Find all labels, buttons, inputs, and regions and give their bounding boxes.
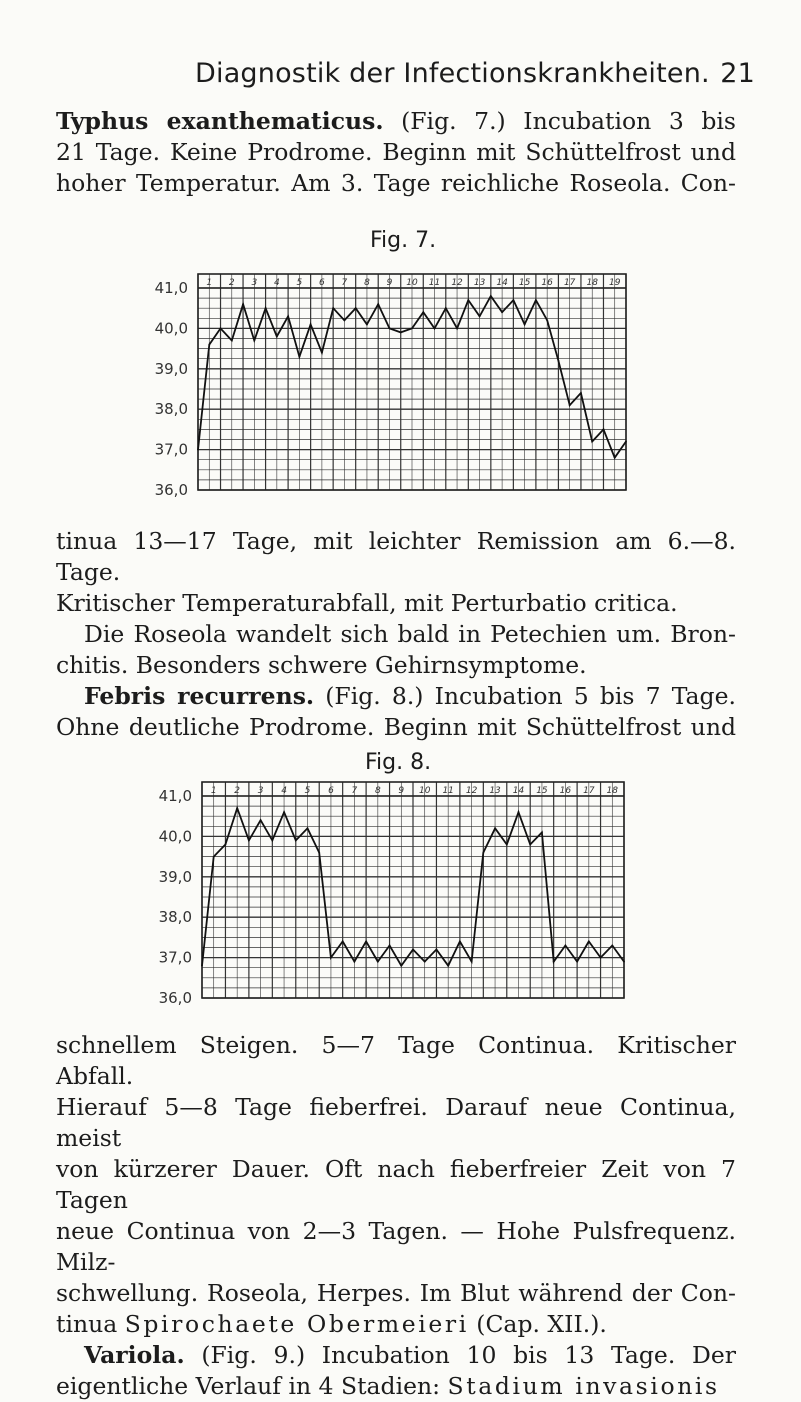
temperature-point	[298, 356, 300, 358]
temperature-point	[225, 844, 227, 846]
temperature-point	[295, 840, 297, 842]
y-tick-label: 36,0	[158, 989, 192, 1007]
temperature-point	[400, 965, 402, 967]
temperature-point	[242, 303, 244, 305]
x-tick-label: 15	[536, 786, 548, 796]
heading-typhus: Typhus exanthematicus.	[56, 107, 384, 135]
text-segment: (Fig. 7.) Incubation 3 bis	[383, 107, 736, 135]
temperature-point	[208, 344, 210, 346]
temperature-point	[541, 831, 543, 833]
text-line: schnellem Steigen. 5—7 Tage Continua. Kritischer Abfall.	[56, 1031, 736, 1090]
temperature-point	[490, 295, 492, 297]
temperature-point	[342, 941, 344, 943]
x-tick-label: 18	[586, 278, 598, 288]
x-tick-label: 3	[257, 786, 264, 796]
temperature-point	[524, 323, 526, 325]
paragraph-continuation	[56, 1030, 736, 1402]
temperature-point	[447, 965, 449, 967]
temperature-point	[307, 827, 309, 829]
text-line	[56, 1309, 736, 1340]
temperature-point	[344, 319, 346, 321]
heading-recurrens: Febris recurrens.	[84, 682, 315, 710]
x-tick-label: 16	[559, 786, 572, 796]
temperature-point	[213, 856, 215, 858]
paragraph-typhus	[56, 106, 736, 199]
x-tick-label: 5	[304, 786, 311, 796]
spaced-term: Spirochaete Obermeieri	[124, 1310, 469, 1338]
x-tick-label: 12	[465, 786, 478, 796]
x-tick-label: 14	[512, 786, 525, 796]
temperature-point	[600, 957, 602, 959]
temperature-point	[330, 957, 332, 959]
y-tick-label: 40,0	[158, 827, 192, 846]
x-tick-label: 15	[518, 278, 531, 288]
temperature-point	[400, 332, 402, 334]
text-line	[56, 106, 736, 137]
text-line: schwellung. Roseola, Herpes. Im Blut während der Con-	[56, 1279, 736, 1307]
y-tick-label: 38,0	[154, 400, 188, 419]
text-segment: (Fig. 8.) Incubation 5 bis 7 Tage.	[314, 682, 736, 710]
temperature-point	[220, 328, 222, 330]
temperature-point	[611, 945, 613, 947]
temperature-point	[529, 844, 531, 846]
temperature-point	[494, 827, 496, 829]
x-tick-label: 13	[473, 278, 486, 288]
text-line	[56, 681, 736, 712]
x-tick-label: 9	[386, 278, 393, 288]
temperature-point	[558, 360, 560, 362]
y-tick-label: 39,0	[154, 359, 188, 378]
temperature-point	[588, 941, 590, 943]
temperature-point	[422, 311, 424, 313]
running-title: Diagnostik der Infectionskrankheiten.	[195, 58, 710, 89]
temperature-point	[479, 315, 481, 317]
x-tick-label: 12	[451, 278, 463, 288]
y-tick-label: 36,0	[154, 481, 188, 499]
temperature-point	[355, 307, 357, 309]
text-line	[56, 1340, 736, 1371]
x-tick-label: 7	[351, 786, 358, 796]
temperature-point	[287, 315, 289, 317]
x-tick-label: 2	[228, 278, 235, 288]
temperature-point	[231, 340, 233, 342]
x-tick-label: 1	[210, 786, 217, 796]
temperature-point	[201, 965, 203, 967]
temperature-point	[569, 404, 571, 406]
temperature-point	[236, 807, 238, 809]
x-tick-label: 18	[606, 786, 619, 796]
y-tick-label: 41,0	[154, 279, 188, 297]
temperature-point	[518, 811, 520, 813]
x-tick-label: 17	[583, 786, 595, 796]
text-line: Kritischer Temperaturabfall, mit Perturbatio critica.	[56, 589, 678, 617]
temperature-point	[482, 852, 484, 854]
temperature-point	[591, 441, 593, 443]
running-header	[195, 58, 755, 89]
figure-7-chart	[120, 270, 640, 502]
temperature-point	[614, 457, 616, 459]
figure-7-label: Fig. 7.	[370, 228, 437, 253]
temperature-point	[253, 340, 255, 342]
y-tick-label: 37,0	[154, 440, 188, 459]
x-tick-label: 9	[398, 786, 405, 796]
temperature-point	[411, 328, 413, 330]
text-line: hoher Temperatur. Am 3. Tage reichliche Roseola. Con-	[56, 169, 736, 197]
x-tick-label: 11	[428, 278, 441, 288]
temperature-point	[625, 441, 627, 443]
temperature-point	[377, 303, 379, 305]
temperature-point	[459, 941, 461, 943]
y-tick-label: 38,0	[158, 908, 192, 927]
temperature-point	[197, 449, 199, 451]
x-tick-label: 14	[496, 278, 508, 288]
temperature-point	[276, 336, 278, 338]
figure-8-label: Fig. 8.	[365, 750, 432, 775]
text-segment: (Fig. 9.) Incubation 10 bis 13 Tage. Der	[184, 1341, 736, 1369]
temperature-point	[623, 961, 625, 963]
temperature-point	[271, 840, 273, 842]
x-tick-label: 19	[609, 278, 621, 288]
heading-variola: Variola.	[84, 1341, 185, 1369]
text-line	[56, 1371, 736, 1402]
temperature-point	[248, 840, 250, 842]
x-tick-label: 11	[442, 786, 454, 796]
temperature-point	[506, 844, 508, 846]
temperature-point	[365, 941, 367, 943]
text-line: tinua 13—17 Tage, mit leichter Remission am 6.—8. Tage.	[56, 527, 736, 586]
temperature-point	[366, 323, 368, 325]
chart-grid	[198, 274, 626, 490]
temperature-point	[467, 299, 469, 301]
text-segment: tinua	[56, 1310, 125, 1338]
text-line: Die Roseola wandelt sich bald in Petechien um. Bron-	[84, 620, 736, 648]
temperature-point	[580, 392, 582, 394]
temperature-point	[434, 328, 436, 330]
x-tick-label: 1	[206, 278, 213, 288]
temperature-point	[389, 328, 391, 330]
x-tick-label: 4	[281, 786, 287, 796]
x-tick-label: 10	[406, 278, 418, 288]
x-tick-label: 10	[418, 786, 431, 796]
temperature-point	[471, 961, 473, 963]
text-line: 21 Tage. Keine Prodrome. Beginn mit Schüttelfrost und	[56, 138, 736, 166]
x-tick-label: 16	[541, 278, 553, 288]
x-tick-label: 7	[341, 278, 348, 288]
x-tick-label: 8	[374, 786, 381, 796]
figure-8-chart	[140, 780, 640, 1010]
temperature-point	[456, 328, 458, 330]
x-tick-label: 8	[364, 278, 370, 288]
text-segment: eigentliche Verlauf in 4 Stadien:	[56, 1372, 448, 1400]
x-tick-label: 2	[234, 786, 241, 796]
x-tick-label: 13	[489, 786, 501, 796]
x-tick-label: 3	[251, 278, 258, 288]
temperature-point	[353, 961, 355, 963]
temperature-point	[576, 961, 578, 963]
text-line: chitis. Besonders schwere Gehirnsymptome.	[56, 651, 587, 679]
temperature-point	[445, 307, 447, 309]
temperature-point	[603, 429, 605, 431]
x-tick-label: 4	[273, 278, 280, 288]
text-segment: (Cap. XII.).	[468, 1310, 607, 1338]
page-number: 21	[720, 58, 755, 89]
spaced-term: Stadium invasionis	[447, 1372, 720, 1400]
temperature-point	[512, 299, 514, 301]
temperature-point	[332, 307, 334, 309]
temperature-point	[412, 949, 414, 951]
text-line: Hierauf 5—8 Tage fieberfrei. Darauf neue Continua, meist	[56, 1093, 736, 1152]
temperature-point	[424, 961, 426, 963]
x-tick-label: 17	[563, 278, 576, 288]
temperature-point	[546, 319, 548, 321]
temperature-point	[377, 961, 379, 963]
text-line: von kürzerer Dauer. Oft nach fieberfreier Zeit von 7 Tagen	[56, 1155, 736, 1214]
y-tick-label: 41,0	[158, 787, 192, 805]
temperature-point	[321, 352, 323, 354]
temperature-point	[260, 819, 262, 821]
temperature-point	[553, 961, 555, 963]
x-tick-label: 6	[328, 786, 334, 796]
temperature-point	[436, 949, 438, 951]
x-tick-label: 5	[296, 278, 303, 288]
y-tick-label: 39,0	[158, 867, 192, 886]
y-tick-label: 40,0	[154, 319, 188, 338]
temperature-point	[283, 811, 285, 813]
paragraph-recurrens	[56, 526, 736, 743]
temperature-point	[501, 311, 503, 313]
temperature-point	[265, 307, 267, 309]
x-tick-label: 6	[319, 278, 325, 288]
chart-grid	[202, 782, 624, 998]
y-tick-label: 37,0	[158, 948, 192, 967]
temperature-point	[310, 323, 312, 325]
temperature-point	[389, 945, 391, 947]
temperature-point	[564, 945, 566, 947]
temperature-point	[535, 299, 537, 301]
text-line: neue Continua von 2—3 Tagen. — Hohe Pulsfrequenz. Milz-	[56, 1217, 736, 1276]
text-line: Ohne deutliche Prodrome. Beginn mit Schüttelfrost und	[56, 713, 736, 741]
temperature-point	[318, 852, 320, 854]
